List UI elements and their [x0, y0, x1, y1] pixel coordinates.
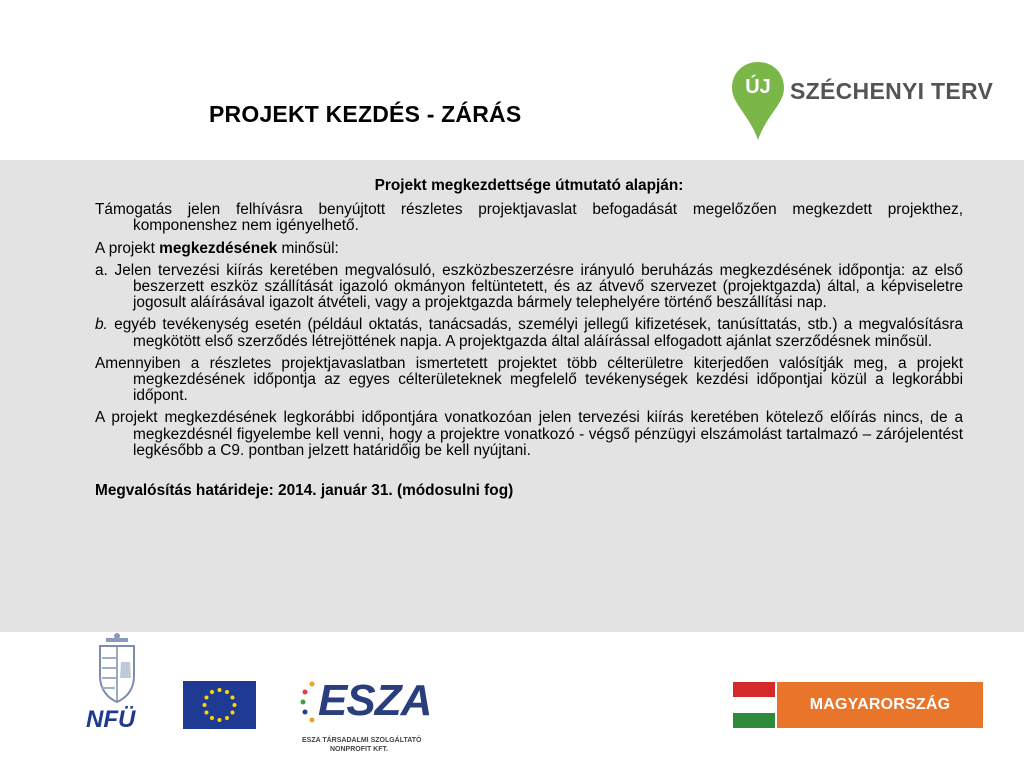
intro-suffix: minősül:	[277, 239, 339, 257]
slide-title: PROJEKT KEZDÉS - ZÁRÁS	[209, 101, 522, 127]
item-b-marker: b.	[95, 316, 108, 334]
item-a-marker: a.	[95, 261, 108, 279]
flag-stripe-white	[733, 697, 775, 713]
paragraph-eligibility: Támogatás jelen felhívásra benyújtott részletes projektjavaslat befogadását megelőzően megkezdett projekthez, komponenshez nem igényelhető.	[95, 201, 963, 235]
flag-stripe-green	[733, 713, 775, 728]
esza-star-icon	[300, 680, 320, 724]
paragraph-definition-intro	[95, 241, 963, 257]
list-item-b	[95, 317, 963, 349]
hungarian-coat-of-arms-icon	[84, 632, 150, 712]
paragraph-multiple-areas: Amennyiben a részletes projektjavaslatban ismertetett projektet több célterületre kiterjedően valósítják meg, a projekt megkezdésének időpontja az egyes célterületeknek megfelelő tevékenységek kezdési időpontjai közül a legkorábbi időpont.	[95, 354, 963, 405]
esza-subtitle-line2: NONPROFIT KFT.	[330, 746, 388, 753]
magyarorszag-megujul-text: MAGYARORSZÁG MEGÚJUL	[777, 682, 983, 728]
intro-prefix: A projekt	[95, 239, 160, 257]
deadline-text: Megvalósítás határideje: 2014. január 31. (módosulni fog)	[95, 482, 514, 500]
uj-badge-text: ÚJ	[745, 76, 771, 98]
intro-bold: megkezdésének	[159, 239, 278, 257]
flag-stripe-red	[733, 682, 775, 697]
subheading: Projekt megkezdettsége útmutató alapján:	[374, 177, 684, 194]
eu-flag-logo	[183, 681, 256, 729]
esza-subtitle-line1: ESZA TÁRSADALMI SZOLGÁLTATÓ	[302, 737, 422, 744]
nfu-text: NFÜ	[86, 706, 136, 733]
paragraph-earliest-date: A projekt megkezdésének legkorábbi időpontjára vonatkozóan jelen tervezési kiírás keretében kötelező előírás nincs, de a megkezdésnél figyelembe kell venni, hogy a projektre vonatkozó - végső pénzügyi elszámolást tartalmazó – zárójelentést legkésőbb a C9. pontban jelzett határidőig be kell nyújtani.	[95, 409, 963, 459]
szechenyi-terv-text: SZÉCHENYI TERV	[790, 78, 994, 104]
item-b-text: egyéb tevékenység esetén (például oktatás, tanácsadás, személyi jellegű kifizetések, tanúsíttatás, stb.) a megvalósításra megkötött első szerződés létrejöttének napja. A projektgazda által aláírással elfogadott ajánlat szerződésnek minősül.	[107, 316, 963, 350]
map-pin-icon	[730, 60, 786, 142]
esza-letters: ESZA	[318, 676, 432, 725]
list-item-a	[95, 263, 963, 312]
magyarorszag-megujul-logo	[733, 682, 983, 759]
item-a-text: Jelen tervezési kiírás keretében megvalósuló, eszközbeszerzésre irányuló beruházás megkezdésének időpontja: az első beszerzett eszköz szállítását igazoló okmányon feltüntetett, és az átvevő szervezet (projektgazda) által, a képviseletre jogosult aláírásával igazolt átvételi, vagy a projektgazda bármely telephelyére történő beszállítási nap.	[107, 261, 963, 312]
slide-body	[95, 178, 963, 515]
szechenyi-terv-logo	[730, 60, 994, 142]
eu-stars-icon	[183, 681, 256, 729]
nfu-logo	[84, 632, 150, 736]
esza-logo	[300, 676, 432, 754]
